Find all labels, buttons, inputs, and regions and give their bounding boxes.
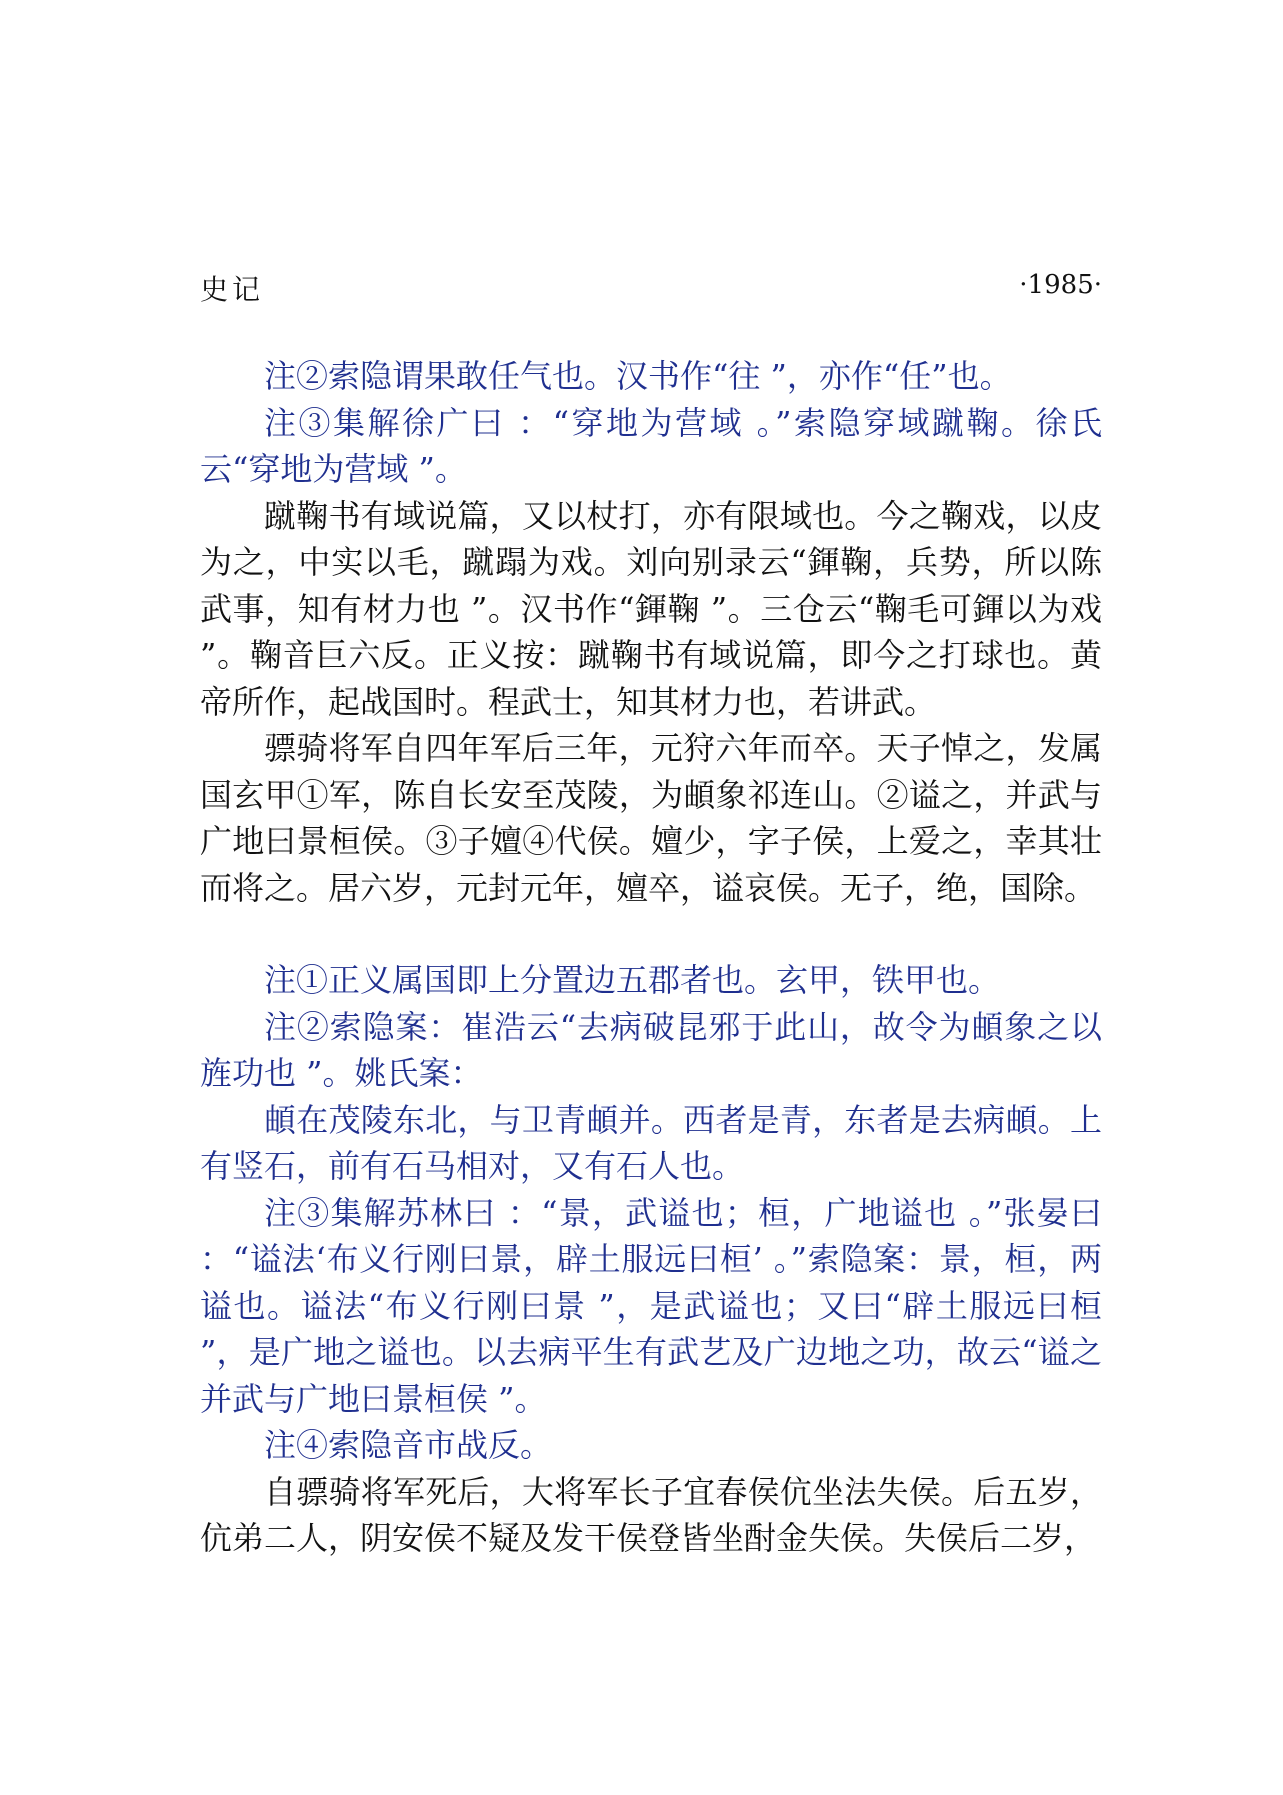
main-text-paragraph: 自骠骑将军死后，大将军长子宜春侯伉坐法失侯。后五岁，伉弟二人，阴安侯不疑及发干侯登皆坐酎金失侯。失侯后二岁， — [200, 1472, 1102, 1557]
body-text — [200, 353, 1102, 1562]
annotation-paragraph: 注①正义属国即上分置边五郡者也。玄甲，铁甲也。 — [264, 961, 1001, 999]
main-text-paragraph: 蹴鞠书有域说篇，又以杖打，亦有限域也。今之鞠戏，以皮为之，中实以毛，蹴蹋为戏。刘向别录云“鍕鞠，兵势，所以陈武事，知有材力也 ”。汉书作“鍕鞠 ”。三仓云“鞠毛可鍕以为戏 ”。鞠音巨六反。正义按：蹴鞠书有域说篇，即今之打球也。黄帝所作，起战国时。程武士，知其材力也，若讲武。 — [200, 496, 1102, 721]
annotation-paragraph: 注②索隐案：崔浩云“去病破昆邪于此山，故令为頔象之以旌功也 ”。姚氏案： — [200, 1007, 1102, 1092]
page-header — [200, 268, 1102, 308]
annotation-paragraph: 注③集解苏林曰 ：“景，武谥也；桓，广地谥也 。”张晏曰 ：“谥法‘布义行刚曰景，辟土服远曰桓’ 。”索隐案：景，桓，两谥也。谥法“布义行刚曰景 ”，是武谥也；又曰“辟土服远曰桓 ”，是广地之谥也。以去病平生有武艺及广边地之功，故云“谥之并武与广地曰景桓侯 ”。 — [200, 1193, 1102, 1418]
annotation-paragraph: 注②索隐谓果敢任气也。汉书作“往 ”，亦作“任”也。 — [264, 357, 1012, 395]
page-number: ·1985· — [1019, 270, 1102, 300]
paragraph-gap — [200, 911, 1102, 957]
annotation-paragraph: 注④索隐音市战反。 — [264, 1426, 553, 1464]
book-title: 史记 — [200, 273, 265, 306]
annotation-paragraph: 頔在茂陵东北，与卫青頔并。西者是青，东者是去病頔。上有竖石，前有石马相对，又有石人也。 — [200, 1100, 1102, 1185]
main-text-paragraph: 骠骑将军自四年军后三年，元狩六年而卒。天子悼之，发属国玄甲①军，陈自长安至茂陵，为頔象祁连山。②谥之，并武与广地曰景桓侯。③子嬗④代侯。嬗少，字子侯，上爱之，幸其壮而将之。居六岁，元封元年，嬗卒，谥哀侯。无子，绝，国除。 — [200, 729, 1102, 907]
annotation-paragraph: 注③集解徐广曰 ：“穿地为营域 。”索隐穿域蹴鞠。徐氏云“穿地为营域 ”。 — [200, 403, 1102, 488]
